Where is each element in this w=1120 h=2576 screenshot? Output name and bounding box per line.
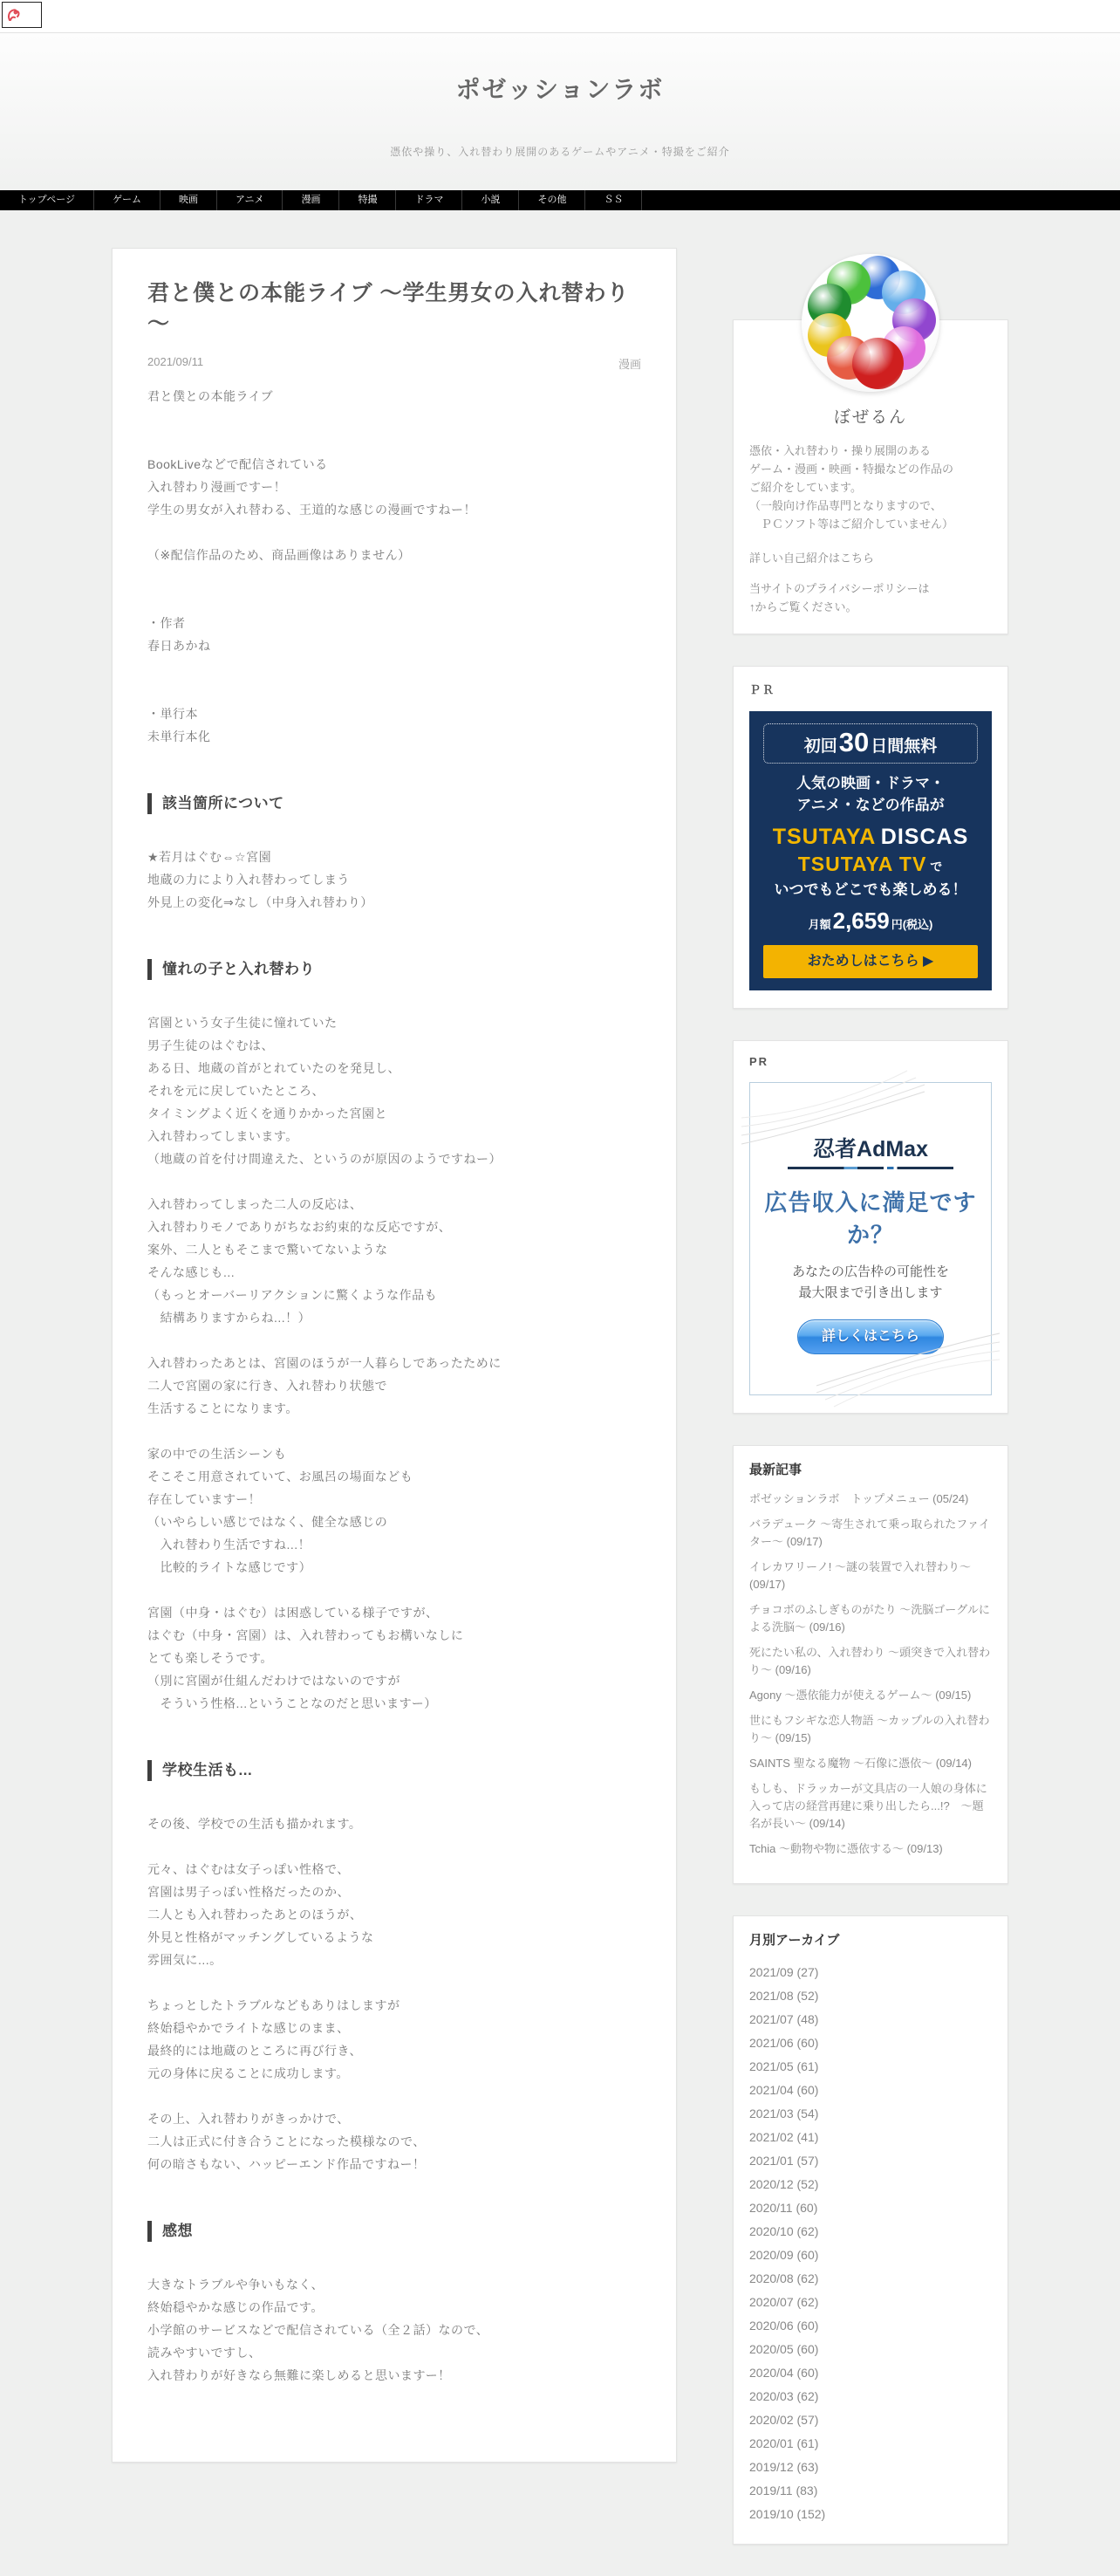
recent-post-link[interactable]: もしも、ドラッカーが文具店の一人娘の身体に入って店の経営再建に乗り出したら...!? ～題名が長い～ (09/14) [749, 1782, 987, 1830]
text-line: 宮園は男子っぽい性格だったのか、 [147, 1885, 350, 1899]
article-paragraph [147, 1812, 641, 1835]
archive-link[interactable]: 2021/04 (60) [749, 2083, 819, 2097]
text-line: 外見と性格がマッチングしているような [147, 1930, 374, 1944]
text-line: （もっとオーバーリアクションに驚くような作品も [147, 1288, 438, 1302]
article-paragraph [147, 1442, 641, 1579]
text-line: BookLiveなどで配信されている [147, 457, 328, 471]
section-heading: 感想 [147, 2221, 641, 2242]
text-line: タイミングよく近くを通りかかった宮園と [147, 1106, 387, 1120]
article-title: 君と僕との本能ライブ ～学生男女の入れ替わり～ [147, 281, 630, 336]
ad-copy-line: 人気の映画・ドラマ・ [796, 775, 945, 791]
text-line: そんな感じも... [147, 1265, 236, 1279]
profile-desc-line: ゲーム・漫画・映画・特撮などの作品の [749, 462, 954, 476]
archive-title: 月別アーカイブ [749, 1933, 840, 1948]
recent-post-link[interactable]: Tchia ～動物や物に憑依する～ (09/13) [749, 1842, 943, 1855]
text-line: 終始穏やかでライトな感じのまま、 [147, 2021, 350, 2035]
article-paragraph [147, 612, 641, 680]
archive-link[interactable]: 2021/01 (57) [749, 2154, 819, 2168]
ninja-cta-button[interactable]: 詳しくはこちら [797, 1319, 944, 1354]
text-line: （地蔵の首を付け間違えた、というのが原因のようですねー） [147, 1152, 502, 1166]
text-line: 元の身体に戻ることに成功します。 [147, 2066, 349, 2080]
text-line: 春日あかね [147, 639, 211, 653]
text-line: 二人とも入れ替わったあとのほうが、 [147, 1908, 363, 1922]
recent-post-link[interactable]: 世にもフシギな恋人物語 ～カップルの入れ替わり～ (09/15) [749, 1714, 990, 1744]
text-line: ★若月はぐむ⇔☆宮園 [147, 850, 272, 864]
text-line: 君と僕との本能ライブ [147, 389, 274, 403]
article-category-link[interactable]: 漫画 [618, 358, 641, 371]
text-line: 学生の男女が入れ替わる、王道的な感じの漫画ですねー！ [147, 503, 476, 517]
article-paragraph [147, 544, 641, 589]
privacy-policy-note [749, 579, 992, 616]
archive-link[interactable]: 2020/11 (60) [749, 2201, 818, 2215]
logo-underline [788, 1167, 953, 1169]
ad-copy-line: いつでもどこでも楽しめる！ [774, 881, 967, 898]
archive-card [733, 1915, 1008, 2545]
recent-posts-list [749, 1490, 992, 1858]
profile-name: ぼぜるん [833, 408, 907, 427]
article-paragraph [147, 1193, 641, 1329]
archive-link[interactable]: 2020/07 (62) [749, 2295, 819, 2309]
profile-desc-line: （一般向け作品専門となりますので、 [749, 499, 942, 512]
text-line: 最終的には地蔵のところに再び行き、 [147, 2044, 362, 2058]
archive-link[interactable]: 2021/05 (61) [749, 2059, 819, 2073]
nav-item-2[interactable]: 映画 [160, 190, 217, 210]
article-paragraph [147, 1994, 641, 2085]
archive-link[interactable]: 2020/12 (52) [749, 2177, 819, 2191]
recent-post-link[interactable]: チョコボのふしぎものがたり ～洗脳ゴーグルによる洗脳～ (09/16) [749, 1603, 990, 1634]
article-paragraph [147, 1858, 641, 1971]
text-line: その上、入れ替わりがきっかけで、 [147, 2112, 350, 2126]
recent-post-link[interactable]: Agony ～憑依能力が使えるゲーム～ (09/15) [749, 1689, 972, 1702]
profile-avatar [802, 254, 939, 392]
site-header [0, 33, 1120, 190]
text-line [147, 657, 641, 680]
main-column [112, 248, 677, 2463]
ninja-admax-banner[interactable] [749, 1082, 992, 1395]
recent-posts-card [733, 1445, 1008, 1884]
archive-link[interactable]: 2020/02 (57) [749, 2413, 819, 2427]
profile-desc-line: 憑依・入れ替わり・操り展開のある [749, 444, 932, 457]
ad-copy-line: アニメ・などの作品が [796, 797, 945, 813]
text-line: 生活することになります。 [147, 1401, 298, 1415]
archive-link[interactable]: 2020/06 (60) [749, 2319, 819, 2333]
text-line: 小学館のサービスなどで配信されている（全２話）なので、 [147, 2323, 489, 2337]
article-paragraph [147, 1601, 641, 1715]
recent-post-link[interactable]: ポゼッションラボ トップメニュー (05/24) [749, 1492, 969, 1505]
pr-label: PR [749, 1055, 769, 1068]
profile-description [749, 442, 992, 533]
text-line: とても楽しそうです。 [147, 1651, 273, 1665]
text-line: 雰囲気に...。 [147, 1953, 222, 1967]
pr-card-ninja [733, 1040, 1008, 1414]
archive-link[interactable]: 2021/08 (52) [749, 1989, 819, 2003]
text-line: そういう性格...ということなのだと思いますー） [147, 1696, 437, 1710]
section-heading: 学校生活も... [147, 1760, 641, 1781]
text-line: ある日、地蔵の首がとれていたのを発見し、 [147, 1061, 400, 1075]
archive-link[interactable]: 2019/11 (83) [749, 2484, 818, 2497]
text-line: 入れ替わりモノでありがちなお約束的な反応ですが、 [147, 1220, 452, 1234]
text-line: ・単行本 [147, 707, 198, 721]
archive-link[interactable]: 2020/01 (61) [749, 2436, 819, 2450]
avatar-ball [852, 338, 904, 389]
profile-about-link[interactable]: 詳しい自己紹介はこちら [749, 552, 875, 565]
text-line: 読みやすいですし、 [147, 2346, 262, 2360]
archive-link[interactable]: 2021/09 (27) [749, 1965, 819, 1979]
text-line: はぐむ（中身・宮園）は、入れ替わってもお構いなしに [147, 1628, 464, 1642]
site-title[interactable]: ポゼッションラボ [455, 75, 665, 103]
text-line: その後、学校での生活も描かれます。 [147, 1817, 362, 1831]
recent-post-link[interactable]: バラデューク ～寄生されて乗っ取られたファイター～ (09/17) [749, 1518, 990, 1548]
text-line: ちょっとしたトラブルなどもありはしますが [147, 1998, 400, 2012]
archive-list [749, 1961, 992, 2526]
nav-item-6[interactable]: ドラマ [396, 190, 462, 210]
fc2-admin-icon [6, 6, 22, 24]
text-line: 終始穏やかな感じの作品です。 [147, 2300, 324, 2314]
nav-item-7[interactable]: 小説 [462, 190, 519, 210]
text-line: 比較的ライトな感じです） [147, 1560, 312, 1574]
text-line: そこそこ用意されていて、お風呂の場面なども [147, 1470, 413, 1483]
nav-item-1[interactable]: ゲーム [94, 190, 160, 210]
text-line: 家の中での生活シーンも [147, 1447, 287, 1461]
profile-desc-line: ご紹介をしています。 [749, 481, 862, 494]
policy-line: ↑からご覧ください。 [749, 600, 857, 613]
archive-link[interactable]: 2019/10 (152) [749, 2507, 826, 2521]
archive-link[interactable]: 2020/05 (60) [749, 2342, 819, 2356]
profile-desc-line: ＰＣソフト等はご紹介していません） [749, 517, 954, 531]
article-paragraph [147, 453, 641, 521]
recent-post-link[interactable]: イレカワリーノ! ～謎の装置で入れ替わり～ (09/17) [749, 1560, 971, 1591]
text-line: （別に宮園が仕組んだわけではないのですが [147, 1674, 400, 1688]
content-wrap [112, 210, 1008, 2576]
text-line: 入れ替わってしまった二人の反応は、 [147, 1197, 363, 1211]
nav-item-8[interactable]: その他 [519, 190, 585, 210]
text-line: 宮園という女子生徒に憧れていた [147, 1016, 338, 1030]
text-line: 入れ替わったあとは、宮園のほうが一人暮らしであったために [147, 1356, 502, 1370]
article-paragraph [147, 385, 641, 430]
archive-link[interactable]: 2019/12 (63) [749, 2460, 819, 2474]
tsutaya-cta-button[interactable]: おためしはこちら ▶ [763, 945, 978, 978]
free-trial-badge: 初回30 日間無料 [763, 723, 978, 764]
text-line: 入れ替わってしまいます。 [147, 1129, 298, 1143]
archive-link[interactable]: 2020/08 (62) [749, 2271, 819, 2285]
text-line: （※配信作品のため、商品画像はありません） [147, 548, 411, 562]
pr-card-tsutaya [733, 666, 1008, 1009]
tsutaya-tv-logo: TSUTAYA TV で [797, 853, 944, 875]
article-paragraph [147, 2273, 641, 2387]
sidebar [733, 248, 1008, 2576]
archive-link[interactable]: 2020/04 (60) [749, 2366, 819, 2380]
text-line: 男子生徒のはぐむは、 [147, 1038, 274, 1052]
text-line: 大きなトラブルや争いもなく、 [147, 2278, 324, 2292]
recent-post-link[interactable]: 死にたい私の、入れ替わり ～頭突きで入れ替わり～ (09/16) [749, 1646, 991, 1676]
text-line: 案外、二人ともそこまで驚いてないような [147, 1243, 388, 1257]
nav-item-3[interactable]: アニメ [217, 190, 283, 210]
price-line: 月額2,659 円(税込) [808, 908, 933, 934]
article-body [147, 385, 641, 2387]
pr-label: ＰＲ [749, 683, 776, 696]
ad-subcopy: あなたの広告枠の可能性を 最大限まで引き出します [791, 1264, 949, 1300]
text-line: 入れ替わりが好きなら無難に楽しめると思いますー！ [147, 2368, 451, 2382]
text-line: 宮園（中身・はぐむ）は困惑している様子ですが、 [147, 1606, 439, 1620]
archive-link[interactable]: 2020/09 (60) [749, 2248, 819, 2262]
text-line: 入れ替わり生活ですね...！ [147, 1538, 311, 1552]
tsutaya-discas-logo: TSUTAYA DISCAS [772, 825, 969, 849]
archive-link[interactable]: 2021/02 (41) [749, 2130, 819, 2144]
nav-item-9[interactable]: ＳＳ [585, 190, 642, 210]
ad-headline: 広告収入に満足ですか？ [764, 1189, 977, 1248]
article-date: 2021/09/11 [147, 355, 204, 368]
text-line: 未単行本化 [147, 730, 211, 743]
archive-link[interactable]: 2021/07 (48) [749, 2012, 819, 2026]
text-line: 元々、はぐむは女子っぽい性格で、 [147, 1862, 350, 1876]
main-nav [0, 190, 1120, 210]
profile-card [733, 319, 1008, 634]
article-meta [147, 355, 641, 372]
text-line: （いやらしい感じではなく、健全な感じの [147, 1515, 388, 1529]
text-line [147, 566, 641, 589]
text-line: 二人で宮園の家に行き、入れ替わり状態で [147, 1379, 387, 1393]
recent-post-link[interactable]: SAINTS 聖なる魔物 ～石像に憑依～ (09/14) [749, 1757, 972, 1770]
text-line: ・作者 [147, 616, 186, 630]
tsutaya-ad-banner[interactable] [749, 711, 992, 990]
section-heading: 憧れの子と入れ替わり [147, 959, 641, 980]
nav-item-0[interactable]: トップページ [0, 190, 94, 210]
archive-link[interactable]: 2020/03 (62) [749, 2389, 819, 2403]
archive-link[interactable]: 2020/10 (62) [749, 2224, 819, 2238]
text-line: 結構ありますからね...！） [147, 1311, 311, 1325]
policy-line: 当サイトのプライバシーポリシーは [749, 582, 930, 595]
article-paragraph [147, 1352, 641, 1420]
text-line: 地蔵の力により入れ替わってしまう [147, 873, 350, 887]
ninja-admax-logo: 忍者AdMax [813, 1137, 928, 1161]
top-strip [0, 0, 1120, 33]
text-line: 外見上の変化⇒なし（中身入れ替わり） [147, 895, 373, 909]
admin-bar-box[interactable] [2, 2, 42, 28]
text-line: それを元に戻していたところ、 [147, 1084, 324, 1098]
text-line: 入れ替わり漫画ですー！ [147, 480, 287, 494]
article-card [112, 248, 677, 2463]
archive-link[interactable]: 2021/03 (54) [749, 2107, 819, 2120]
archive-link[interactable]: 2021/06 (60) [749, 2036, 819, 2050]
recent-posts-title: 最新記事 [749, 1463, 802, 1477]
nav-item-5[interactable]: 特撮 [339, 190, 396, 210]
section-heading: 該当箇所について [147, 793, 641, 814]
text-line [147, 408, 641, 430]
nav-item-4[interactable]: 漫画 [283, 190, 339, 210]
site-subtitle: 憑依や操り、入れ替わり展開のあるゲームやアニメ・特撮をご紹介 [390, 145, 730, 158]
article-paragraph [147, 702, 641, 748]
article-paragraph [147, 846, 641, 914]
text-line: 存在していますー！ [147, 1492, 262, 1506]
article-paragraph [147, 2107, 641, 2175]
article-paragraph [147, 1011, 641, 1170]
text-line: 二人は正式に付き合うことになった模様なので、 [147, 2134, 426, 2148]
text-line: 何の暗さもない、ハッピーエンド作品ですねー！ [147, 2157, 426, 2171]
